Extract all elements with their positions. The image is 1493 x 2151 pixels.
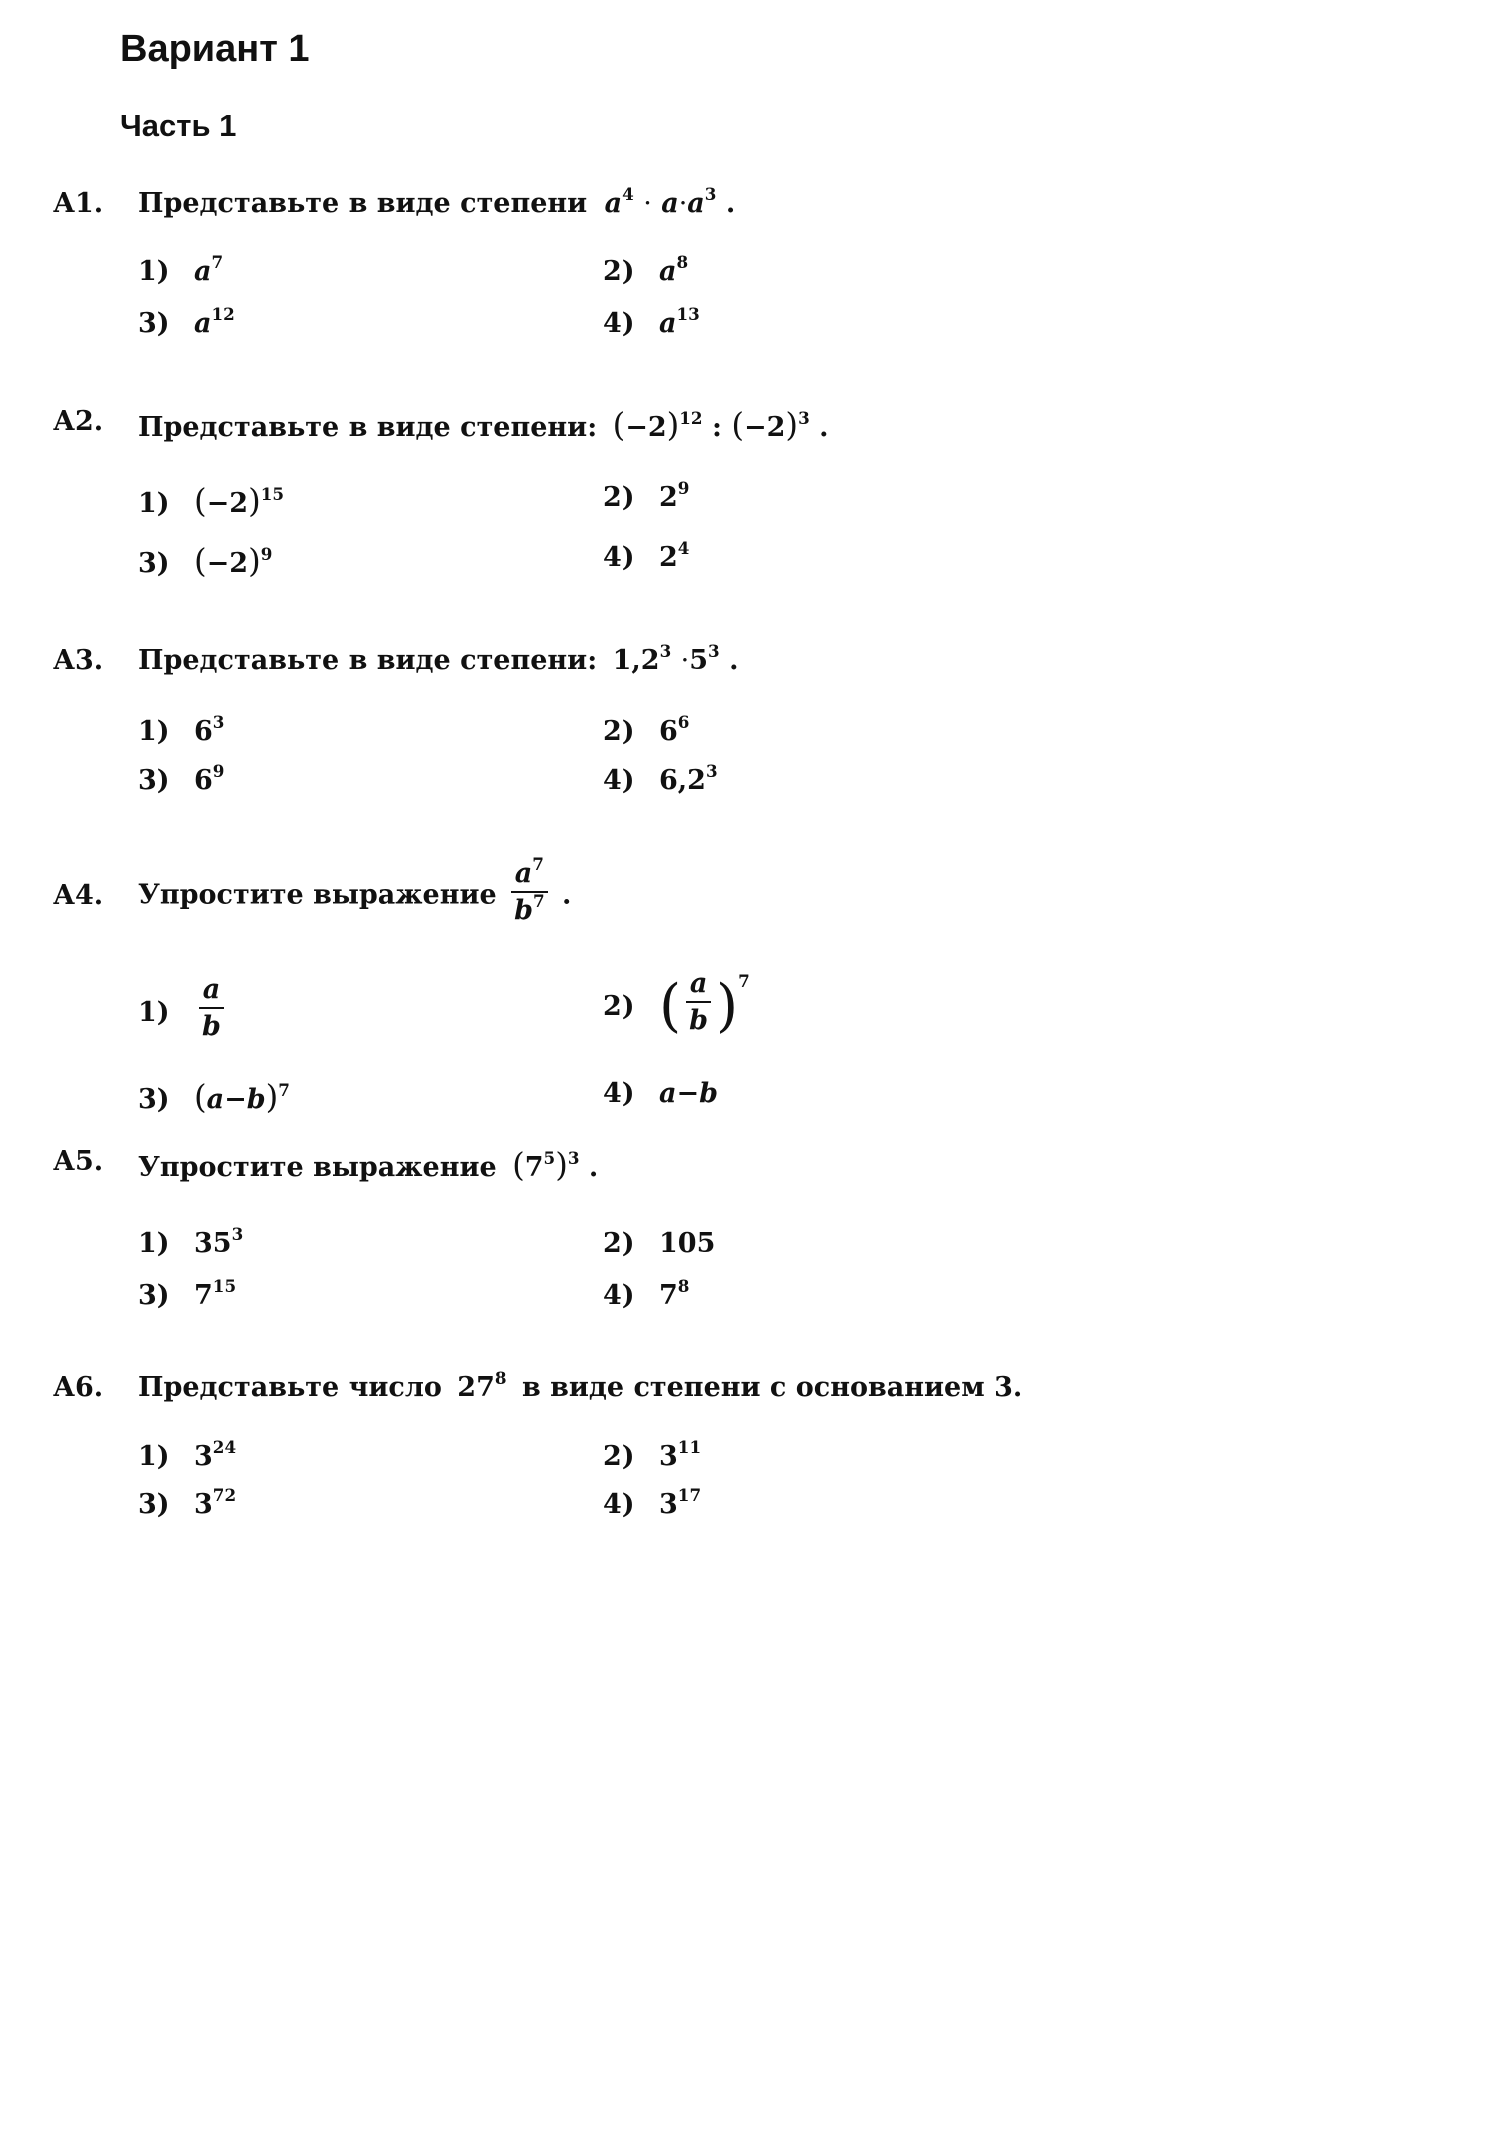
answer-option[interactable]: 1) $(-2)^{15}$	[138, 482, 284, 520]
answer-option[interactable]: 2) $3^{11}$	[603, 1437, 702, 1472]
question-text: Представьте число $27^8$ в виде степени с основанием 3.	[138, 1368, 1023, 1403]
answer-option[interactable]: 1) $3^{24}$	[138, 1437, 237, 1472]
answer-option[interactable]: 4) $2^4$	[603, 538, 690, 573]
question-expression: $(7^5)^3$ .	[512, 1146, 599, 1184]
question-label: А1.	[53, 188, 104, 219]
answer-option[interactable]: 1) $35^3$	[138, 1224, 244, 1259]
answer-option[interactable]: 3) $(a-b)^7$	[138, 1078, 290, 1116]
answer-option[interactable]: 3) $(-2)^9$	[138, 542, 273, 580]
answer-option[interactable]: 2) $2^9$	[603, 478, 690, 513]
answer-option[interactable]: 2) $6^6$	[603, 712, 690, 747]
part-title: Часть 1	[120, 108, 237, 143]
page-title: Вариант 1	[120, 28, 310, 70]
answer-option[interactable]: 2) ( $\frac{a}{b}$ )$^7$	[603, 968, 750, 1040]
question-text: Представьте в виде степени: $(-2)^{12}$ : $(-2)^3$ .	[138, 406, 829, 444]
question-expression: $a^4 \cdot a\cdot a^3$ .	[604, 184, 736, 219]
question-expression: $27^8$	[457, 1368, 507, 1403]
question-label: А2.	[53, 406, 104, 437]
answer-option[interactable]: 2) 105	[603, 1228, 716, 1259]
question-text: Упростите выражение $\frac{a^7}{b^7}$ .	[138, 854, 572, 927]
question-label: А4.	[53, 880, 104, 911]
answer-option[interactable]: 4) $6,2^3$	[603, 761, 718, 796]
question-expression: $\frac{a^7}{b^7}$	[510, 858, 549, 926]
answer-option[interactable]: 1) $a^7$	[138, 252, 224, 287]
answer-option[interactable]: 4) $7^8$	[603, 1276, 690, 1311]
question-label: А6.	[53, 1372, 104, 1403]
question-text: Представьте в виде степени: $1,2^3 \cdot 5^3$ .	[138, 641, 739, 676]
answer-option[interactable]: 3) $6^9$	[138, 761, 225, 796]
answer-option[interactable]: 1) $\frac{a}{b}$	[138, 978, 229, 1046]
answer-option[interactable]: 1) $6^3$	[138, 712, 225, 747]
answer-option[interactable]: 3) $7^{15}$	[138, 1276, 237, 1311]
answer-option[interactable]: 4) a−b	[603, 1078, 718, 1109]
answer-option[interactable]: 4) $3^{17}$	[603, 1485, 702, 1520]
question-text: Представьте в виде степени $a^4 \cdot a\cdot a^3$ .	[138, 184, 736, 219]
answer-option[interactable]: 4) $a^{13}$	[603, 304, 700, 339]
answer-option[interactable]: 3) $3^{72}$	[138, 1485, 237, 1520]
answer-option[interactable]: 2) $a^8$	[603, 252, 689, 287]
question-label: А3.	[53, 645, 104, 676]
question-expression: $(-2)^{12}$ : $(-2)^3$ .	[612, 406, 829, 444]
answer-option[interactable]: 3) $a^{12}$	[138, 304, 235, 339]
question-label: А5.	[53, 1146, 104, 1177]
question-text: Упростите выражение $(7^5)^3$ .	[138, 1146, 599, 1184]
question-expression: $1,2^3 \cdot 5^3$ .	[612, 641, 739, 676]
